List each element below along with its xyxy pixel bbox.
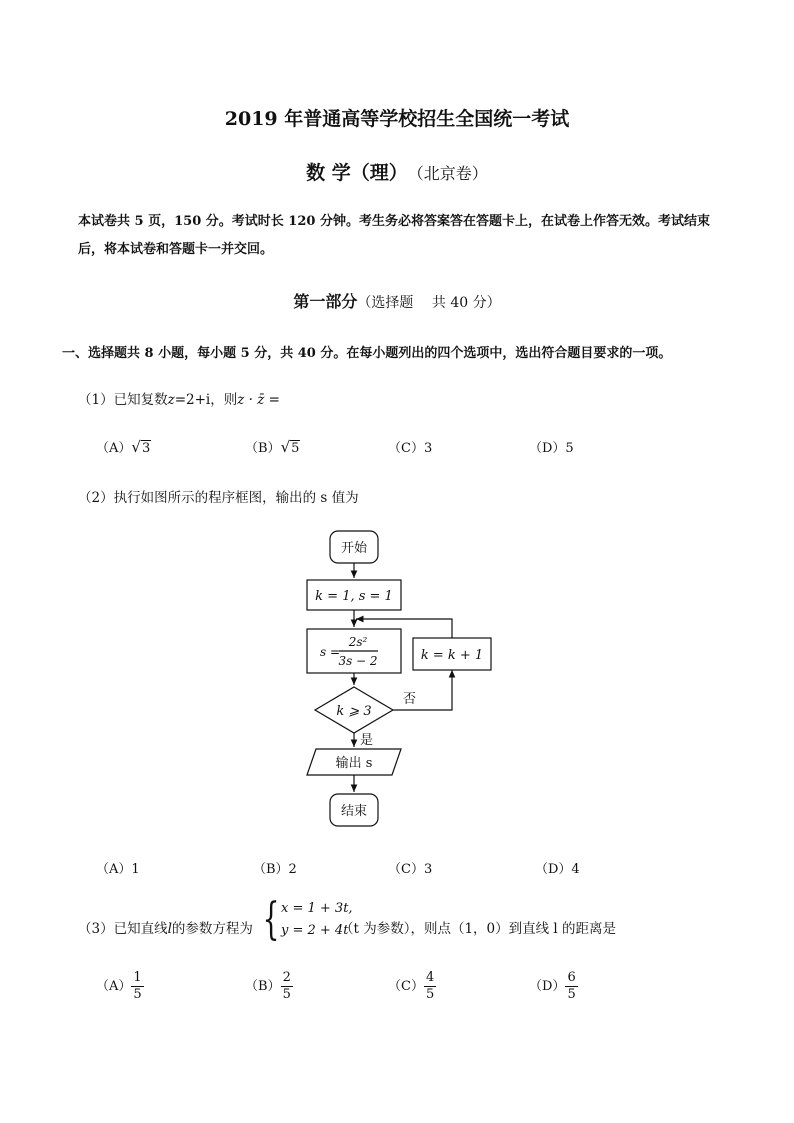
part-title: 第一部分 [293,292,358,311]
q3-option-d-label: （D） [529,979,566,994]
left-brace-icon: { [262,894,280,945]
exam-title: 2019 年普通高等学校招生全国统一考试 [224,108,570,130]
fraction-denominator: 5 [133,987,142,1002]
subject-name: 数 学（理） [306,162,408,184]
q1-expr: =2+i，则 [174,392,238,408]
sqrt-symbol: √3 [131,438,151,456]
fraction-denominator: 5 [567,987,576,1002]
parametric-system [257,894,353,945]
q1-option-b-label: （B） [245,441,281,456]
flow-assign-num: 2s² [348,635,368,649]
q1-product: z · z̄ = [237,392,280,408]
q2-option-c[interactable]: （C）3 [388,862,433,877]
q3-equation-y: y = 2 + 4t [281,923,349,938]
q2-option-b[interactable]: （B）2 [253,862,297,877]
flow-assign-lhs: s = [320,645,341,659]
flow-no-label: 否 [403,692,417,707]
q1-option-d[interactable]: （D）5 [529,441,574,456]
q1-option-b-radicand: 5 [291,441,300,456]
exam-instructions: 本试卷共 5 页，150 分。考试时长 120 分钟。考生务必将答案答在答题卡上，在试卷上作答无效。考试结束后，将本试卷和答题卡一并交回。 [78,214,710,257]
q3-option-a[interactable] [96,970,144,1003]
q3-option-c-label: （C） [388,979,424,994]
q3-var: l [167,921,172,937]
q1-option-c[interactable]: （C）3 [388,441,433,456]
q1-var: z [167,392,175,408]
q3-option-a-label: （A） [96,979,132,994]
fraction-numerator: 2 [282,970,291,985]
fraction-denominator: 5 [282,987,291,1002]
q3-equation-x: x = 1 + 3t, [281,901,353,916]
q3-option-c[interactable] [388,970,436,1003]
fraction [131,970,143,1003]
q3-prefix: （3）已知直线 [78,921,168,937]
flow-no-arrow [393,670,452,710]
flow-assign-den: 3s − 2 [338,654,378,668]
q3-option-d[interactable] [529,970,578,1003]
flow-end-label: 结束 [340,804,368,819]
sqrt-symbol: √5 [280,438,300,456]
q1-option-a-radicand: 3 [141,441,151,456]
q1-option-a-label: （A） [96,441,132,456]
fraction-numerator: 6 [567,970,576,985]
question-3-prefix [78,917,253,937]
fraction-numerator: 4 [425,970,435,985]
question-2: （2）执行如图所示的程序框图，输出的 s 值为 [78,490,359,506]
q3-option-b-label: （B） [245,979,281,994]
fraction-denominator: 5 [425,987,435,1002]
question-3-suffix: （t 为参数），则点（1，0）到直线 l 的距离是 [340,921,617,937]
q2-option-a[interactable]: （A）1 [96,862,140,877]
flow-start-label: 开始 [340,541,368,556]
flow-init-label: k = 1, s = 1 [315,589,393,604]
q2-option-d[interactable]: （D）4 [535,862,580,877]
section-instructions: 一、选择题共 8 小题，每小题 5 分，共 40 分。在每小题列出的四个选项中，选出符合题目要求的一项。 [62,346,672,361]
q1-prefix: （1）已知复数 [78,392,168,408]
flow-yes-label: 是 [360,733,374,748]
exam-region: （北京卷） [415,164,488,183]
q3-mid: 的参数方程为 [171,921,253,937]
q3-option-b[interactable] [245,970,293,1003]
fraction [281,970,293,1003]
part-note: （选择题 共 40 分） [357,295,501,311]
fraction [424,970,436,1003]
fraction-numerator: 1 [133,970,142,985]
flow-condition-label: k ⩾ 3 [336,704,372,719]
flow-output-label: 输出 s [335,756,373,771]
flow-increment-label: k = k + 1 [420,648,484,663]
fraction [565,970,577,1003]
